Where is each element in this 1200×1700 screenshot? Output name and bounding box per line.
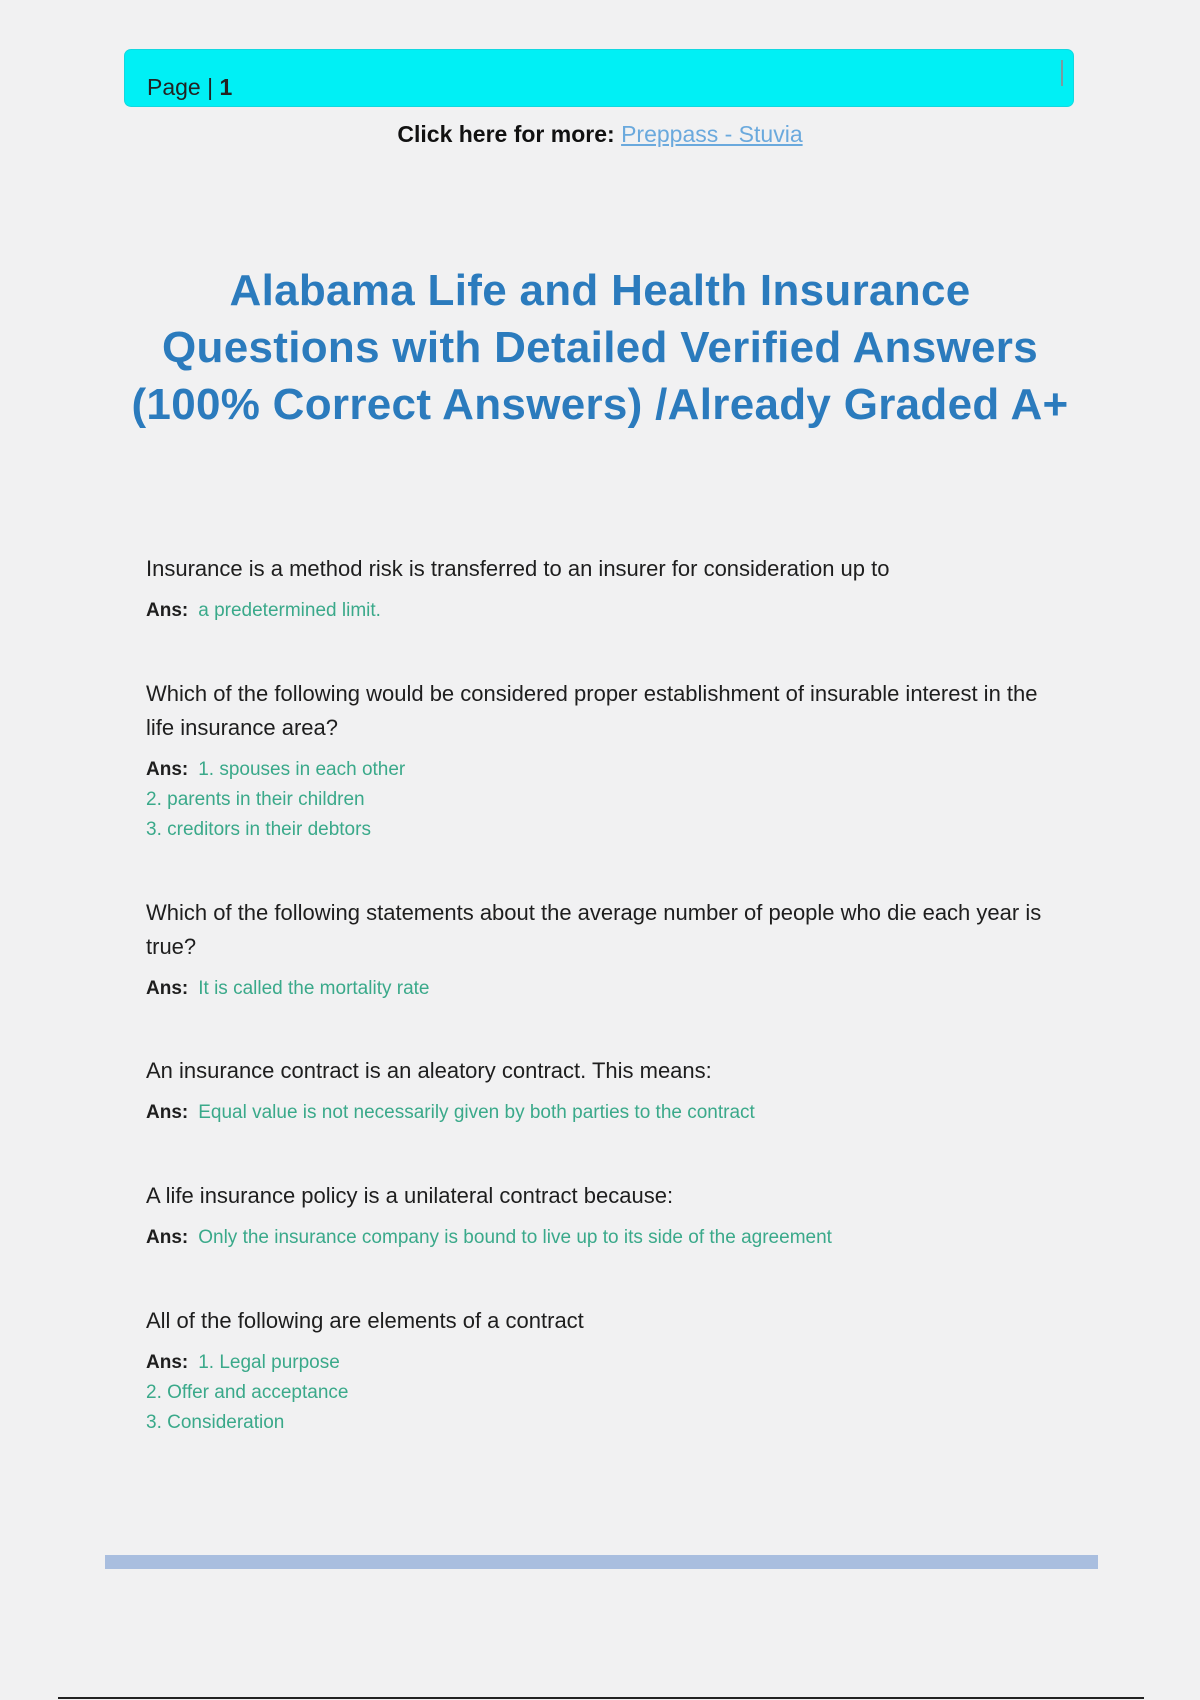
answer-block <box>146 1223 1066 1253</box>
answer-prefix: Ans: <box>146 1102 189 1123</box>
answer-line: 1. spouses in each other <box>198 759 406 780</box>
qa-item <box>146 1054 1066 1128</box>
answer-line: 2. parents in their children <box>146 789 365 810</box>
qa-item <box>146 896 1066 1004</box>
answer-block <box>146 974 1066 1004</box>
answer-block <box>146 1348 1066 1438</box>
question-text: An insurance contract is an aleatory contract. This means: <box>146 1058 712 1083</box>
answer-prefix: Ans: <box>146 1352 189 1373</box>
qa-item <box>146 677 1066 845</box>
answer-line: a predetermined limit. <box>198 600 381 621</box>
preppass-stuvia-link[interactable]: Preppass - Stuvia <box>621 121 803 147</box>
question-text: A life insurance policy is a unilateral contract because: <box>146 1183 674 1208</box>
qa-item <box>146 1304 1066 1438</box>
qa-item <box>146 552 1066 626</box>
qa-item <box>146 1179 1066 1253</box>
answer-prefix: Ans: <box>146 978 189 999</box>
question-text: Which of the following would be considered proper establishment of insurable interest in the life insurance area? <box>146 681 1038 740</box>
answer-block <box>146 596 1066 626</box>
page-label: Page <box>147 74 201 100</box>
answer-block <box>146 755 1066 845</box>
document-title: Alabama Life and Health Insurance Questions with Detailed Verified Answers (100% Correct Answers) /Already Graded A+ <box>131 266 1069 429</box>
answer-line: It is called the mortality rate <box>198 978 430 999</box>
answer-line: Only the insurance company is bound to live up to its side of the agreement <box>198 1227 832 1248</box>
bottom-border-line <box>58 1697 1144 1699</box>
page-header-bar <box>124 49 1074 107</box>
header-edge-mark <box>1061 60 1063 86</box>
page-number-label <box>147 74 232 101</box>
more-label: Click here for more: <box>397 121 615 147</box>
answer-line: 1. Legal purpose <box>198 1352 340 1373</box>
answer-prefix: Ans: <box>146 600 189 621</box>
answer-line: 2. Offer and acceptance <box>146 1382 349 1403</box>
footer-rule <box>105 1555 1098 1569</box>
question-text: Which of the following statements about the average number of people who die each year is true? <box>146 900 1042 959</box>
answer-prefix: Ans: <box>146 1227 189 1248</box>
answer-block <box>146 1098 1066 1128</box>
answer-line: Equal value is not necessarily given by both parties to the contract <box>198 1102 755 1123</box>
page-separator: | <box>207 74 214 100</box>
answer-line: 3. creditors in their debtors <box>146 819 371 840</box>
question-text: Insurance is a method risk is transferred to an insurer for consideration up to <box>146 556 890 581</box>
answer-line: 3. Consideration <box>146 1412 285 1433</box>
page-number: 1 <box>219 74 233 100</box>
answer-prefix: Ans: <box>146 759 189 780</box>
more-link-line <box>0 121 1200 148</box>
question-text: All of the following are elements of a contract <box>146 1308 584 1333</box>
